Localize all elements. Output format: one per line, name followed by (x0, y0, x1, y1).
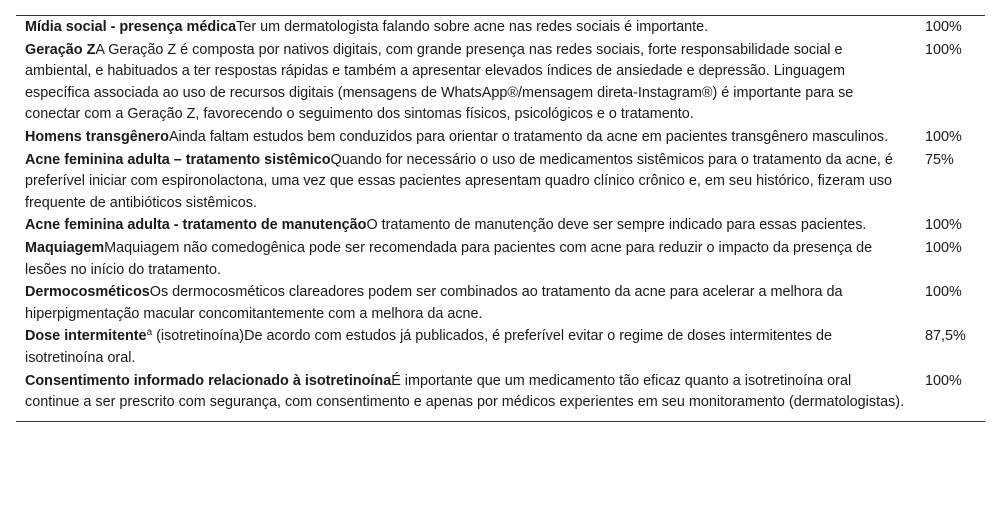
statement-term: Acne feminina adulta – tratamento sistêmico (25, 151, 331, 168)
statement-cell (16, 16, 925, 39)
statement-cell (16, 370, 925, 422)
agreement-value: 100% (925, 239, 962, 256)
statement-term: Geração Z (25, 41, 96, 58)
statement-term: Dose intermitente (25, 328, 147, 345)
statement-term: Dermocosméticos (25, 284, 150, 301)
agreement-value: 100% (925, 284, 962, 301)
agreement-value: 100% (925, 41, 962, 58)
statement-cell (16, 126, 925, 149)
statement-text: Ter um dermatologista falando sobre acne nas redes sociais é importante. (236, 19, 709, 35)
statement-cell (16, 325, 925, 369)
statement-text: Ainda faltam estudos bem conduzidos para orientar o tratamento da acne em pacientes transgênero masculinos. (168, 128, 889, 145)
table-row (16, 126, 985, 149)
statement-text: É importante que um medicamento tão eficaz quanto a isotretinoína oral continue a ser prescrito com segurança, com consentimento e apenas por médicos experientes em seu monitoramento (dermatologistas). (25, 372, 905, 411)
statement-text: A Geração Z é composta por nativos digitais, com grande presença nas redes sociais, forte responsabilidade social e ambiental, e habituados a ter respostas rápidas e também a apresentar elevados índices de ansiedade e depressão. Linguagem específica associada ao uso de recursos digitais (mensagens de WhatsApp®/mensagem direta-Instagram®) é importante para se conectar com a Geração Z, favorecendo o seguimento dos sintomas físicos, psicológicos e o tratamento. (25, 41, 854, 123)
statement-text: (isotretinoína)De acordo com estudos já publicados, é preferível evitar o regime de doses intermitentes de isotretinoína oral. (25, 328, 833, 366)
agreement-value: 75% (925, 151, 954, 168)
statement-text: Maquiagem não comedogênica pode ser recomendada para pacientes com acne para reduzir o impacto da presença de lesões no início do tratamento. (25, 239, 873, 278)
statement-term: Mídia social - presença médica (25, 19, 237, 35)
statement-cell (16, 39, 925, 126)
agreement-value: 87,5% (925, 328, 966, 345)
table-row (16, 237, 985, 281)
statement-cell (16, 281, 925, 325)
statement-term: Consentimento informado relacionado à isotretinoína (25, 372, 392, 389)
table-row (16, 370, 985, 422)
table-row (16, 16, 985, 39)
agreement-value: 100% (925, 372, 962, 389)
statement-term: Homens transgênero (25, 128, 169, 145)
statement-cell (16, 237, 925, 281)
footnote-marker: a (146, 327, 153, 339)
table-row (16, 149, 985, 215)
statement-text: Quando for necessário o uso de medicamentos sistêmicos para o tratamento da acne, é preferível iniciar com espironolactona, uma vez que essas pacientes apresentam quadro clínico crônico e, em seu histórico, fizeram uso frequente de antibióticos sistêmicos. (25, 151, 893, 211)
statement-term: Acne feminina adulta - tratamento de manutenção (25, 217, 367, 234)
table-row (16, 281, 985, 325)
table-row (16, 325, 985, 369)
statement-cell (16, 214, 925, 237)
statement-term: Maquiagem (25, 239, 105, 256)
statement-text: O tratamento de manutenção deve ser sempre indicado para essas pacientes. (366, 217, 867, 234)
statement-cell (16, 149, 925, 215)
statement-text: Os dermocosméticos clareadores podem ser combinados ao tratamento da acne para acelerar a melhora da hiperpigmentação macular concomitantemente com a melhora da acne. (25, 284, 843, 322)
table-row (16, 214, 985, 237)
agreement-value: 100% (925, 217, 962, 234)
consensus-table-body (16, 16, 985, 422)
table-row (16, 39, 985, 126)
agreement-value: 100% (925, 19, 962, 35)
agreement-value: 100% (925, 128, 962, 145)
consensus-table (16, 15, 985, 422)
